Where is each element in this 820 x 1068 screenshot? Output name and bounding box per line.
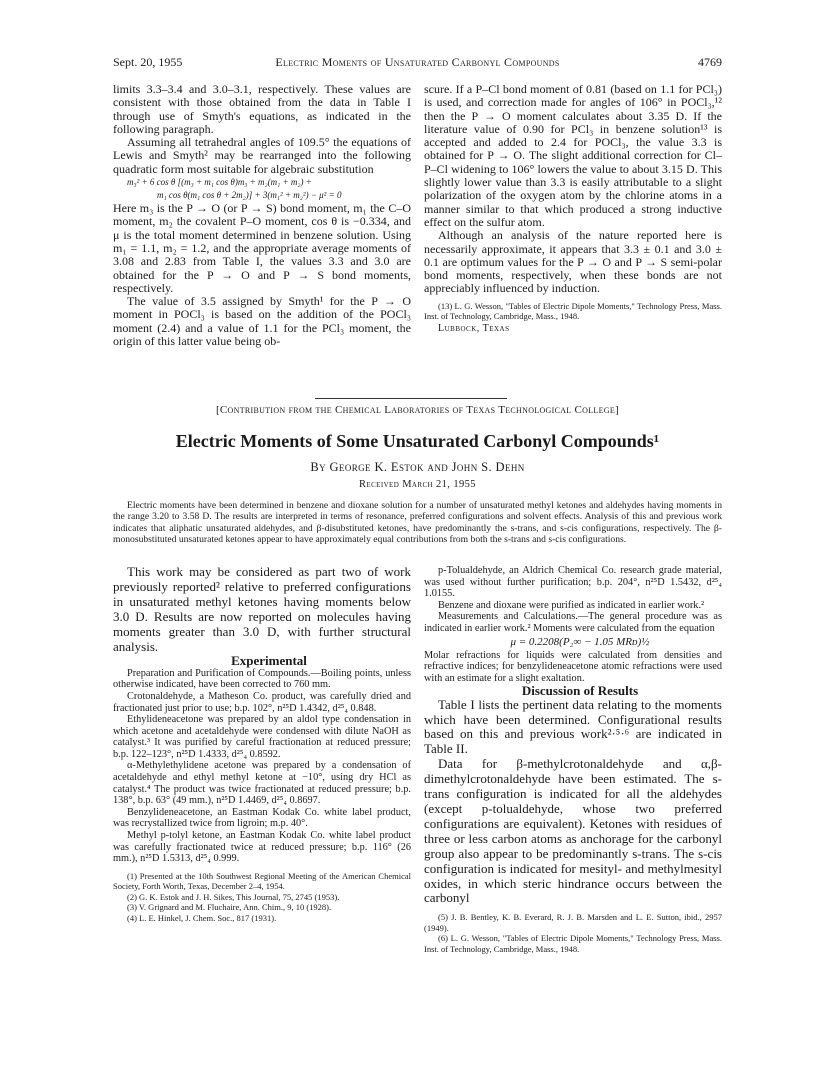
equation-line: m₁ cos θ(m₁ cos θ + 2m₂)] + 3(m₁² + m₂²) − μ² = 0 bbox=[157, 190, 342, 201]
paragraph: scure. If a P–Cl bond moment of 0.81 (based on 1.1 for PCl₃) is used, and correction made for angles of 106° in POCl₃,¹² then the P → O moment calculates about 3.35 D. If the literature value of 0.90 for PCl₃ in benzene solution¹³ is accepted and added to 2.4 for POCl₃, the value 3.3 is obtained for P → O. The slight additional correction for Cl–P–Cl widening to 106° lowers the value to about 3.15 D. This slightly lower value than 3.3 is easily attributable to a slight polarization of the oxygen atom by the chlorine atoms in a manner similar to that which produced a strong inductive effect on the sulfur atom. bbox=[424, 82, 722, 229]
footnote: (1) Presented at the 10th Southwest Regional Meeting of the American Chemical Society, Forth Worth, Texas, December 2–4, 1954. bbox=[113, 870, 411, 892]
section-heading: Experimental bbox=[231, 653, 307, 669]
paragraph: Data for β-methylcrotonaldehyde and α,β-dimethylcrotonaldehyde have been estimated. The s-trans configuration is indicated for all the aldehydes (except p-tolualdehyde, whose two preferred configurations are equivalent). Ketones with residues of three or less carbon atoms as anchorage for the carbonyl group also appear to be predominantly s-trans. The s-cis configuration is indicated for mesityl- and methylmesityl oxides, in which steric hindrance occurs between the carbonyl bbox=[424, 756, 722, 906]
equation-line: m₃² + 6 cos θ [(m₃ + m₁ cos θ)m₃ + m₂(m₁ + m₂) + bbox=[127, 177, 312, 188]
intro-paragraph: This work may be considered as part two of work previously reported² relative to preferred configurations in unsaturated methyl ketones having moments below 3.0 D. Results are now reported on molecules having moments greater than 3.0 D, with further structural analysis. bbox=[113, 564, 411, 654]
section-divider bbox=[315, 398, 507, 399]
paragraph: Benzene and dioxane were purified as indicated in earlier work.² bbox=[438, 599, 705, 611]
paragraph: Molar refractions for liquids were calculated from densities and refractive indices; for benzylideneacetone atomic refractions were used with an estimate for a slight exaltation. bbox=[424, 649, 722, 684]
paragraph: Assuming all tetrahedral angles of 109.5° the equations of Lewis and Smyth² may be rearranged into the following quadratic form most suitable for algebraic substitution bbox=[113, 135, 411, 176]
bottom-right-column bbox=[424, 565, 722, 954]
abstract: Electric moments have been determined in benzene and dioxane solution for a number of unsaturated methyl ketones and aldehydes having moments in the range 3.20 to 3.58 D. The results are interpreted in terms of resonance, preferred configurations and solvent effects. Analysis of this and previous work indicates that aliphatic unsaturated aldehydes, and β-disubstituted ketones, have predominantly the s-trans, and s-cis configurations, respectively. The β-monosubstituted unsaturated ketones appear to have approximately equal contributions from both the s-trans and s-cis configurations. bbox=[113, 500, 722, 546]
footnotes bbox=[113, 871, 411, 924]
paragraph: Preparation and Purification of Compounds.—Boiling points, unless otherwise indicated, have been corrected to 760 mm. bbox=[113, 667, 411, 691]
received-date: Received March 21, 1955 bbox=[359, 479, 476, 490]
paragraph: Although an analysis of the nature reported here is necessarily approximate, it appears that 3.3 ± 0.1 and 3.0 ± 0.1 are optimum values for the P → O and P → S semi-polar bond moments, respectively, when these bonds are not appreciably influenced by induction. bbox=[424, 228, 722, 296]
section-heading: Discussion of Results bbox=[521, 683, 639, 699]
author-line: By George K. Estok and John S. Dehn bbox=[310, 460, 525, 474]
footnote: (13) L. G. Wesson, "Tables of Electric Dipole Moments," Technology Press, Mass. Inst. of Technology, Cambridge, Mass., 1948. bbox=[424, 300, 722, 322]
footnotes bbox=[424, 912, 722, 954]
footnote: (3) V. Grignard and M. Fluchaire, Ann. Chim., 9, 10 (1928). bbox=[127, 902, 332, 913]
paragraph: limits 3.3–3.4 and 3.0–3.1, respectively. These values are consistent with those obtained from the data in Table I through use of Smyth's equations, as indicated in the following paragraph. bbox=[113, 82, 411, 136]
paragraph: Measurements and Calculations.—The general procedure was as indicated in earlier work.² Moments were calculated from the equation bbox=[424, 611, 722, 634]
footnote: (5) J. B. Bentley, K. B. Everard, R. J. B. Marsden and L. E. Sutton, ibid., 2957 (1949). bbox=[424, 912, 722, 933]
contribution-line: [Contribution from the Chemical Laboratories of Texas Technological College] bbox=[215, 404, 620, 416]
header-page-number: 4769 bbox=[698, 55, 722, 69]
paragraph: Benzylideneacetone, an Eastman Kodak Co. white label product, was recrystallized twice from ligroin; m.p. 40°. bbox=[113, 806, 411, 830]
paragraph: Methyl p-tolyl ketone, an Eastman Kodak Co. white label product was carefully fractionated twice at reduced pressure; b.p. 116° (26 mm.), n²⁵D 1.5313, d²⁵₄ 0.999. bbox=[113, 830, 411, 865]
top-right-column bbox=[424, 83, 722, 335]
running-header bbox=[113, 55, 722, 71]
header-date: Sept. 20, 1955 bbox=[113, 55, 183, 69]
paragraph: p-Tolualdehyde, an Aldrich Chemical Co. research grade material, was used without further purification; b.p. 204°, n²⁵D 1.5432, d²⁵₄ 1.0155. bbox=[424, 565, 722, 600]
paragraph: Ethylideneacetone was prepared by an aldol type condensation in which acetone and acetaldehyde were condensed with dilute NaOH as catalyst.³ It was purified by careful fractionation at reduced pressure; b.p. 122–123°, n²⁵D 1.4333, d²⁵₄ 0.8592. bbox=[113, 714, 411, 760]
footnote: (6) L. G. Wesson, "Tables of Electric Dipole Moments," Technology Press, Mass. Inst. of Technology, Cambridge, Mass., 1948. bbox=[424, 933, 722, 954]
bottom-left-column bbox=[113, 565, 411, 923]
footnote: (4) L. E. Hinkel, J. Chem. Soc., 817 (1931). bbox=[127, 912, 277, 923]
paragraph: Crotonaldehyde, a Matheson Co. product, was carefully dried and fractionated just prior to use; b.p. 102°, n²⁵D 1.4342, d²⁵₄ 0.848. bbox=[113, 690, 411, 714]
header-running-title: Electric Moments of Unsaturated Carbonyl Compounds bbox=[275, 55, 560, 69]
paragraph: α-Methylethylidene acetone was prepared by a condensation of acetaldehyde and ethyl methyl ketone at −10°, using dry HCl as catalyst.⁴ The product was twice fractionated at reduced pressure; b.p. 138°, b.p. 63° (49 mm.), n²⁵D 1.4469, d²⁵₄ 0.8697. bbox=[113, 760, 411, 807]
paragraph: Table I lists the pertinent data relating to the moments which have been determined. Configurational results based on this and previous work²·⁵·⁶ are indicated in Table II. bbox=[424, 696, 722, 757]
city-line: Lubbock, Texas bbox=[438, 322, 510, 334]
footnote: (2) G. K. Estok and J. H. Sikes, This Journal, 75, 2745 (1953). bbox=[127, 891, 340, 902]
moment-equation: μ = 0.2208(P₂∞ − 1.05 MRᴅ)½ bbox=[510, 635, 650, 648]
paragraph: Here m₃ is the P → O (or P → S) bond moment, m₁ the C–O moment, m₂ the covalent P–O moment, cos θ is −0.334, and μ is the total moment determined in benzene solution. Using m₁ = 1.1, m₂ = 1.2, and the appropriate average moments of 3.08 and 2.83 from Table I, the values 3.3 and 3.0 are obtained for the P → O and P → S bond moments, respectively. bbox=[113, 201, 411, 295]
article-title: Electric Moments of Some Unsaturated Carbonyl Compounds¹ bbox=[175, 431, 660, 451]
top-left-column bbox=[113, 83, 411, 348]
paragraph: The value of 3.5 assigned by Smyth¹ for the P → O moment in POCl₃ is based on the addition of the POCl₃ moment (2.4) and a value of 1.1 for the PCl₃ moment, the origin of this latter value being ob- bbox=[113, 294, 411, 349]
